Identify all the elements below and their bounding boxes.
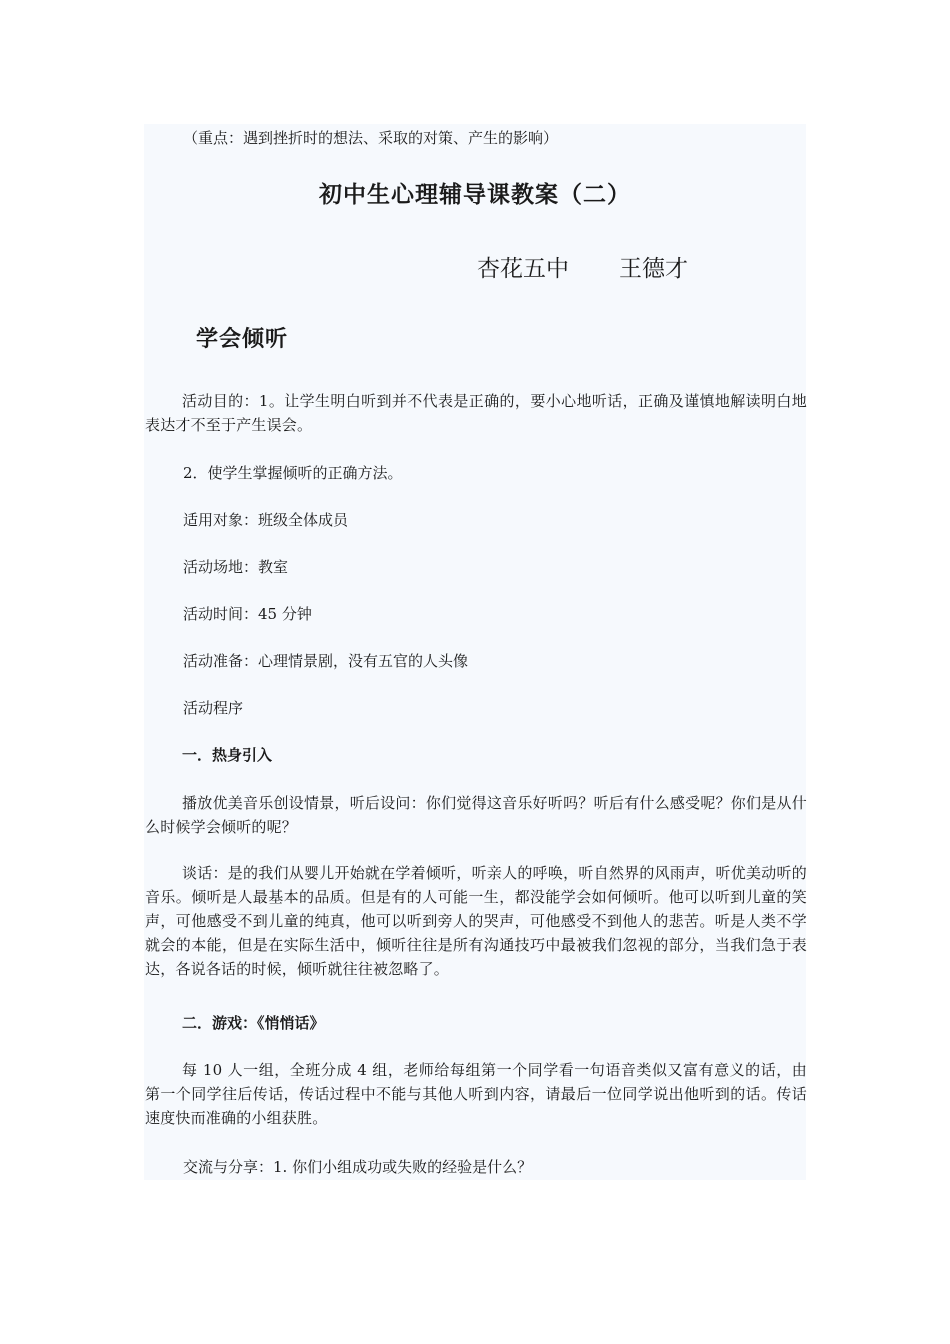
step1-heading: 一．热身引入 <box>182 746 273 764</box>
step1-paragraph-1: 播放优美音乐创设情景，听后设问：你们觉得这音乐好听吗？听后有什么感受呢？你们是从什么时候学会倾听的呢？ <box>145 794 807 836</box>
step2-heading: 二．游戏：《悄悄话》 <box>182 1014 325 1032</box>
section-title: 学会倾听 <box>196 327 289 352</box>
step1-paragraph-2: 谈话：是的我们从婴儿开始就在学着倾听，听亲人的呼唤，听自然界的风雨声，听优美动听的音乐。倾听是人最基本的品质。但是有的人可能一生，都没能学会如何倾听。他可以听到儿童的笑声，可他感受不到儿童的纯真，他可以听到旁人的哭声，可他感受不到他人的悲苦。听是人类不学就会的本能，但是在实际生活中，倾听往往是所有沟通技巧中最被我们忽视的部分，当我们急于表达，各说各话的时候，倾听就往往被忽略了。 <box>145 864 807 978</box>
activity-duration: 活动时间：45 分钟 <box>183 605 312 623</box>
author-line <box>477 252 688 286</box>
activity-target: 适用对象：班级全体成员 <box>183 511 349 529</box>
activity-venue: 活动场地：教室 <box>183 558 289 576</box>
activity-procedure: 活动程序 <box>183 699 244 717</box>
share-question: 交流与分享：1. 你们小组成功或失败的经验是什么？ <box>183 1158 533 1176</box>
key-note: （重点：遇到挫折时的想法、采取的对策、产生的影响） <box>183 129 559 147</box>
document-title: 初中生心理辅导课教案（二） <box>319 182 631 208</box>
activity-preparation: 活动准备：心理情景剧，没有五官的人头像 <box>183 652 469 670</box>
step2-paragraph-1: 每 10 人一组，全班分成 4 组，老师给每组第一个同学看一句语音类似又富有意义的话，由第一个同学往后传话，传话过程中不能与其他人听到内容，请最后一位同学说出他听到的话。传话速度快而准确的小组获胜。 <box>145 1061 807 1127</box>
activity-purpose: 活动目的：1。让学生明白听到并不代表是正确的，要小心地听话，正确及谨慎地解读明白地表达才不至于产生误会。 <box>145 392 807 434</box>
activity-purpose-2: 2．使学生掌握倾听的正确方法。 <box>183 464 403 482</box>
author-school: 杏花五中 <box>477 256 569 282</box>
author-name: 王德才 <box>619 256 688 282</box>
